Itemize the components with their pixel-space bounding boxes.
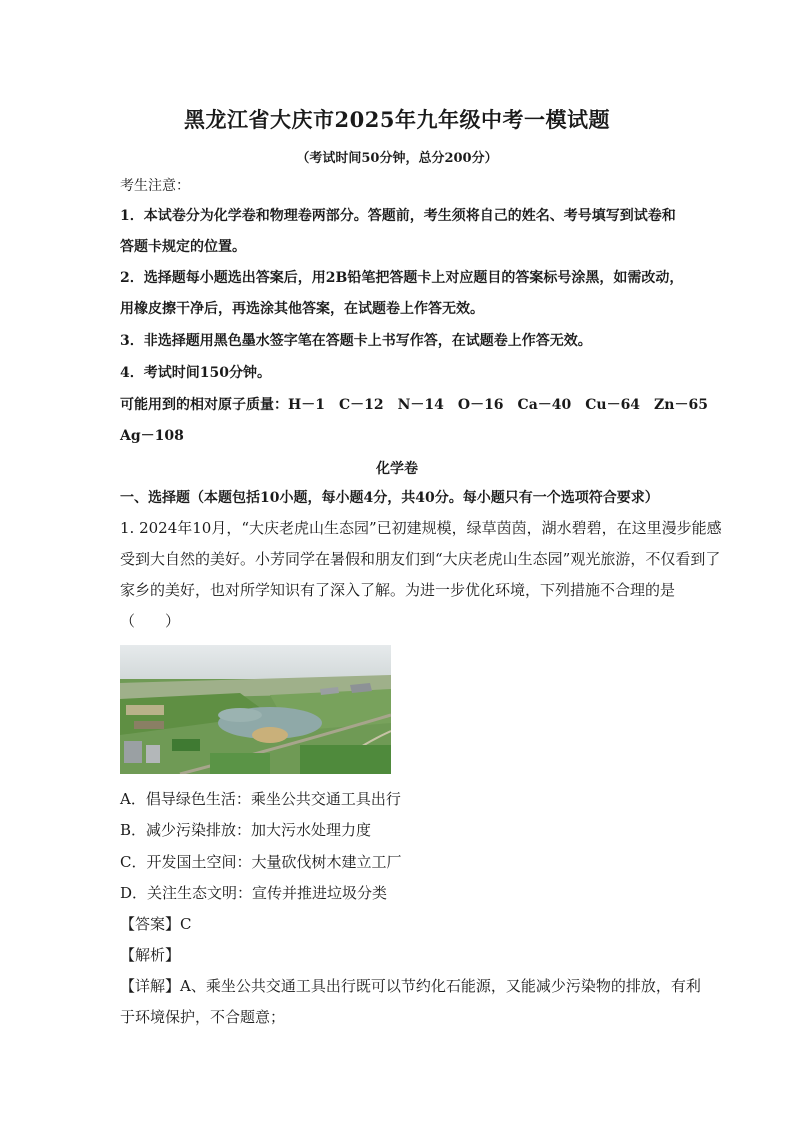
question-1-line-3: 家乡的美好，也对所学知识有了深入了解。为进一步优化环境，下列措施不合理的是: [120, 581, 676, 599]
notice-item-2-line-2: 用橡皮擦干净后，再选涂其他答案，在试题卷上作答无效。: [120, 301, 484, 317]
question-1-line-1: 1. 2024年10月，“大庆老虎山生态园”已初建规模，绿草茵茵，湖水碧碧，在这里漫步能感: [120, 519, 722, 537]
detail-line-2: 于环境保护，不合题意；: [120, 1008, 286, 1026]
notice-item-4: 4．考试时间150分钟。: [120, 365, 271, 381]
ecological-park-aerial-photo: [120, 645, 391, 774]
atomic-mass-line-1: 可能用到的相对原子质量：H－1 C－12 N－14 O－16 Ca－40 Cu－64 Zn－65: [120, 397, 708, 413]
notice-heading: 考生注意：: [120, 178, 190, 194]
option-b: B．减少污染排放：加大污水处理力度: [120, 821, 372, 839]
notice-item-1-line-1: 1．本试卷分为化学卷和物理卷两部分。答题前，考生须将自己的姓名、考号填写到试卷和: [120, 208, 676, 224]
notice-item-2-line-1: 2．选择题每小题选出答案后，用2B铅笔把答题卡上对应题目的答案标号涂黑，如需改动，: [120, 270, 684, 286]
answer-bracket: （ ）: [120, 612, 181, 630]
detail-line-1: 【详解】A、乘坐公共交通工具出行既可以节约化石能源，又能减少污染物的排放，有利: [120, 977, 701, 995]
question-1-line-2: 受到大自然的美好。小芳同学在暑假和朋友们到“大庆老虎山生态园”观光旅游，不仅看到了: [120, 550, 721, 568]
page-subtitle: （考试时间50分钟，总分200分）: [296, 151, 498, 166]
notice-item-1-line-2: 答题卡规定的位置。: [120, 239, 246, 255]
notice-item-3: 3．非选择题用黑色墨水签字笔在答题卡上书写作答，在试题卷上作答无效。: [120, 333, 592, 349]
option-a: A．倡导绿色生活：乘坐公共交通工具出行: [120, 790, 401, 808]
part-heading: 一、选择题（本题包括10小题，每小题4分，共40分。每小题只有一个选项符合要求）: [120, 490, 659, 506]
answer-label: 【答案】C: [120, 915, 192, 933]
page-title: 黑龙江省大庆市2025年九年级中考一模试题: [184, 107, 610, 132]
atomic-mass-line-2: Ag－108: [120, 428, 184, 444]
paper-title: 化学卷: [376, 461, 418, 477]
option-d: D．关注生态文明：宣传并推进垃圾分类: [120, 884, 388, 902]
option-c: C．开发国土空间：大量砍伐树木建立工厂: [120, 853, 402, 871]
analysis-label: 【解析】: [120, 946, 181, 964]
